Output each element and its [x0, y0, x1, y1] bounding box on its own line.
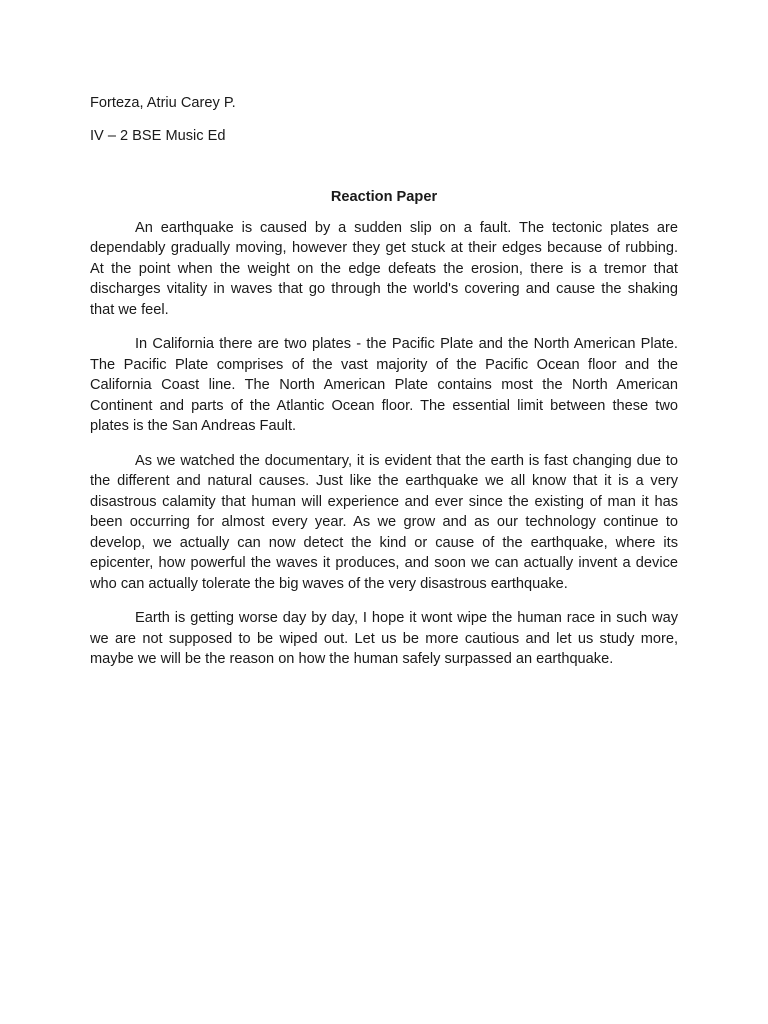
paragraph-3: As we watched the documentary, it is evident that the earth is fast changing due to the different and natural causes. Just like the earthquake we all know that it is a very disastrous calamity that human will experience and ever since the existing of man it has been occurring for almost every year. As we grow and as our technology continue to develop, we actually can now detect the kind or cause of the earthquake, where its epicenter, how powerful the waves it produces, and soon we can actually invent a device who can actually tolerate the big waves of the very disastrous earthquake.: [90, 452, 678, 592]
paragraph-1: An earthquake is caused by a sudden slip on a fault. The tectonic plates are dependably gradually moving, however they get stuck at their edges because of rubbing. At the point when the weight on the edge defeats the erosion, there is a tremor that discharges vitality in waves that go through the world's covering and cause the shaking that we feel.: [90, 219, 678, 318]
paragraph-2: In California there are two plates - the Pacific Plate and the North American Plate. The Pacific Plate comprises of the vast majority of the Pacific Ocean floor and the California Coast line. The North American Plate contains most the North American Continent and parts of the Atlantic Ocean floor. The essential limit between these two plates is the San Andreas Fault.: [90, 336, 678, 434]
author-name: Forteza, Atriu Carey P.: [90, 95, 236, 111]
document-title: Reaction Paper: [330, 189, 438, 205]
course-line: IV – 2 BSE Music Ed: [90, 127, 226, 144]
paragraph-4: Earth is getting worse day by day, I hope it wont wipe the human race in such way we are not supposed to be wiped out. Let us be more cautious and let us study more, maybe we will be the reason on how the human safely surpassed an earthquake.: [90, 610, 678, 667]
